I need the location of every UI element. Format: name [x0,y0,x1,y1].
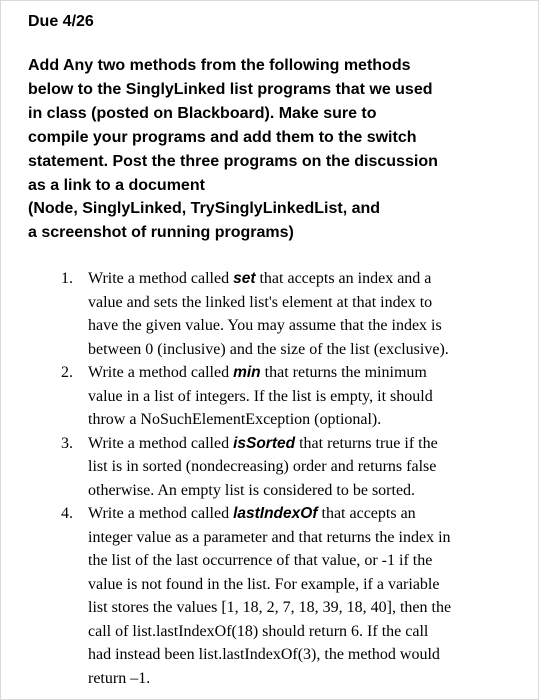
method-item-min [61,361,521,432]
method-item-lastindexof [61,502,521,690]
method-name: set [233,270,256,287]
instructions-line: in class (posted on Blackboard). Make sure to [28,104,377,122]
item-text: Write a method called [88,364,234,381]
item-text: Write a method called [88,434,234,452]
item-line [88,432,521,456]
method-name: min [233,364,261,381]
item-line: return –1. [88,669,151,687]
item-line: otherwise. An empty list is considered to be sorted. [88,481,416,499]
item-line: the list of the last occurrence of that value, or -1 if the [88,552,433,569]
item-text: that accepts an index and a [255,270,432,287]
item-number: 3. [61,434,73,452]
item-line: integer value as a parameter and that returns the index in [88,528,451,546]
instructions-line: a screenshot of running programs) [28,224,294,242]
item-line: value in a list of integers. If the list is empty, it should [88,387,433,405]
instructions-line: compile your programs and add them to the switch [28,128,417,146]
item-line [88,267,521,291]
method-name: isSorted [233,434,296,452]
item-number: 2. [61,364,73,381]
item-line: between 0 (inclusive) and the size of the list (exclusive). [88,340,449,358]
due-date: Due 4/26 [28,13,94,30]
item-line: call of list.lastIndexOf(18) should return 6. If the call [88,622,429,640]
method-list [61,267,521,690]
item-line: value and sets the linked list's element at that index to [88,293,433,311]
instructions-line: (Node, SinglyLinked, TrySinglyLinkedList, and [28,200,381,218]
item-line [88,502,521,526]
item-text: that returns the minimum [260,364,427,381]
instructions-line: below to the SinglyLinked list programs that we used [28,80,433,98]
item-text: Write a method called [88,270,234,287]
instructions-line: as a link to a document [28,176,205,194]
instructions-paragraph [28,54,528,245]
item-text: that returns true if the [295,434,438,452]
instructions-line: statement. Post the three programs on the discussion [28,152,438,170]
item-line: have the given value. You may assume that the index is [88,317,442,334]
method-name: lastIndexOf [233,505,318,522]
method-item-set [61,267,521,361]
item-number: 1. [61,270,73,287]
item-text: Write a method called [88,505,234,522]
item-number: 4. [61,505,73,522]
item-line: list is in sorted (nondecreasing) order and returns false [88,458,437,475]
item-line: list stores the values [1, 18, 2, 7, 18, 39, 18, 40], then the [88,599,452,616]
item-line: value is not found in the list. For example, if a variable [88,575,440,593]
method-item-issorted [61,432,521,503]
item-text: that accepts an [317,505,416,522]
instructions-line: Add Any two methods from the following methods [28,57,411,74]
item-line [88,361,521,385]
item-line: throw a NoSuchElementException (optional). [88,411,382,428]
item-line: had instead been list.lastIndexOf(3), the method would [88,646,440,663]
